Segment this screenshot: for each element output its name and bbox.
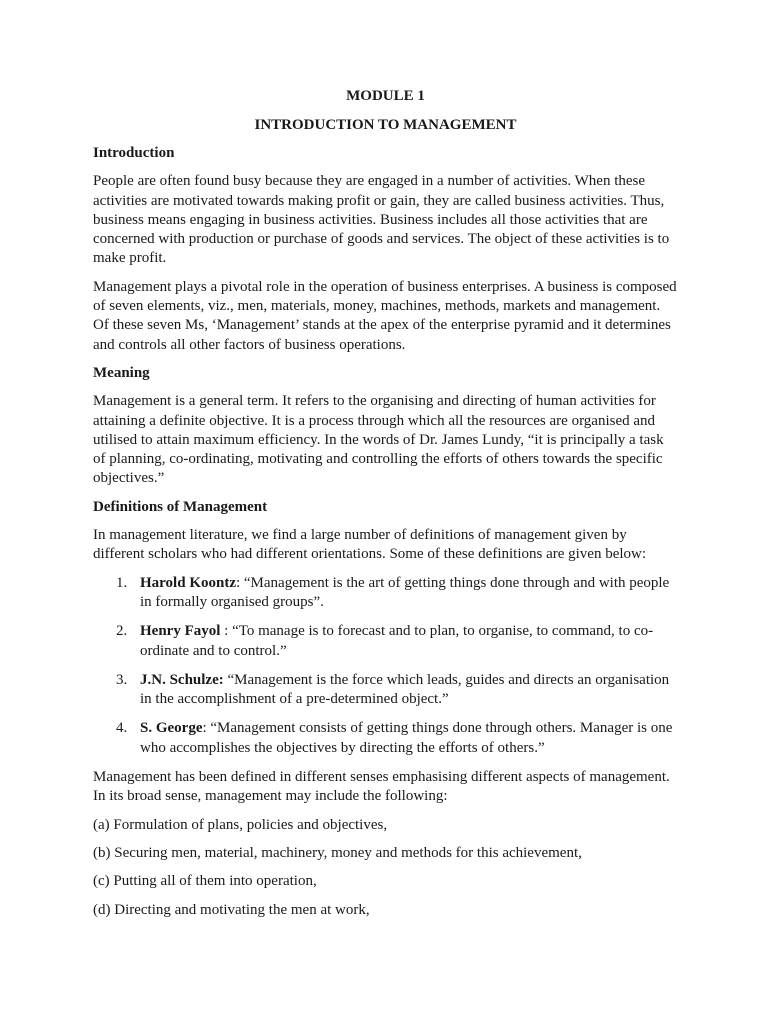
module-label: MODULE 1 xyxy=(346,88,425,104)
definitions-list xyxy=(93,574,678,758)
definition-author: S. George xyxy=(140,720,203,737)
page-title: INTRODUCTION TO MANAGEMENT xyxy=(254,117,517,133)
scope-point-c: (c) Putting all of them into operation, xyxy=(93,873,317,890)
scope-point-d: (d) Directing and motivating the men at work, xyxy=(93,901,370,918)
definition-text: : “Management consists of getting things done through others. Manager is one who accomplishes the objectives by directing the efforts of others.” xyxy=(140,720,673,756)
meaning-heading: Meaning xyxy=(93,364,150,381)
definition-text: “Management is the force which leads, guides and directs an organisation in the accomplishment of a pre-determined object.” xyxy=(140,671,670,708)
list-number: 2. xyxy=(116,623,128,640)
list-number: 3. xyxy=(116,671,128,688)
scope-point-b: (b) Securing men, material, machinery, money and methods for this achievement, xyxy=(93,844,582,861)
definition-author: Harold Koontz xyxy=(140,574,236,591)
list-number: 4. xyxy=(116,720,128,737)
definitions-heading: Definitions of Management xyxy=(93,498,268,515)
definition-author: Henry Fayol xyxy=(140,623,221,640)
meaning-paragraph: Management is a general term. It refers to the organising and directing of human activities for attaining a definite objective. It is a process through which all the resources are organised and utilised to attain maximum efficiency. In the words of Dr. James Lundy, “it is principally a task of planning, co-ordinating, motivating and controlling the efforts of others towards the specific objectives.” xyxy=(93,393,664,487)
definition-author: J.N. Schulze: xyxy=(140,671,224,688)
list-number: 1. xyxy=(116,574,128,591)
scope-point-a: (a) Formulation of plans, policies and objectives, xyxy=(93,816,388,833)
definition-item xyxy=(93,719,678,758)
introduction-heading: Introduction xyxy=(93,145,175,161)
definitions-intro: In management literature, we find a large number of definitions of management given by different scholars who had different orientations. Some of these definitions are given below: xyxy=(93,527,647,563)
introduction-paragraph-1: People are often found busy because they are engaged in a number of activities. When these activities are motivated towards making profit or gain, they are called business activities. Thus, business means engaging in business activities. Business includes all those activities that are concerned with production or purchase of goods and services. The object of these activities is to make profit. xyxy=(93,173,670,267)
definition-item xyxy=(93,671,678,710)
document-page xyxy=(93,87,678,929)
definition-item xyxy=(93,574,678,613)
definition-item xyxy=(93,622,678,661)
introduction-paragraph-2: Management plays a pivotal role in the operation of business enterprises. A business is composed of seven elements, viz., men, materials, money, machines, methods, markets and management. Of these seven Ms, ‘Management’ stands at the apex of the enterprise pyramid and it determines and controls all other factors of business operations. xyxy=(93,278,677,353)
definitions-summary: Management has been defined in different senses emphasising different aspects of management. In its broad sense, management may include the following: xyxy=(93,769,670,805)
definition-text: : “To manage is to forecast and to plan, to organise, to command, to co-ordinate and to control.” xyxy=(140,623,654,659)
definition-text: : “Management is the art of getting things done through and with people in formally organised groups”. xyxy=(140,574,670,610)
